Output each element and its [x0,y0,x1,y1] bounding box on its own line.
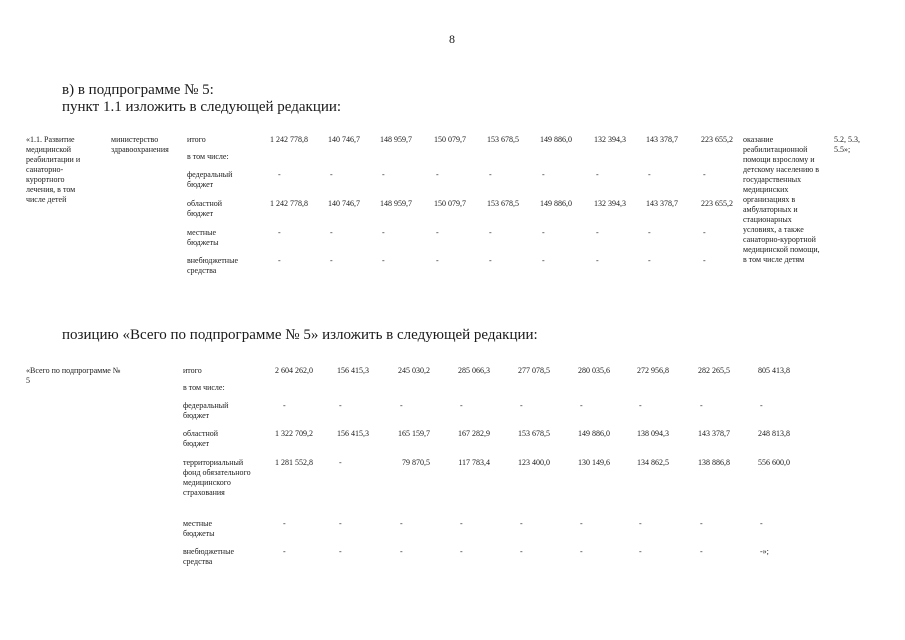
table-cell: - [596,228,599,237]
table-cell: 156 415,3 [337,366,369,375]
table-cell: - [648,170,651,179]
table-cell: - [703,170,706,179]
table1-row-label: в том числе: [187,152,229,161]
table-cell: - [283,519,286,528]
table-cell: - [382,228,385,237]
table2-row-label: территориальный фонд обязательного медицинского страхования [183,458,251,497]
table2-row-label: федеральный бюджет [183,401,229,420]
table2-row-label: в том числе: [183,383,225,392]
intro-line-1: в) в подпрограмме № 5: [62,82,214,98]
table-cell: 153 678,5 [487,199,519,208]
intro-line-2: пункт 1.1 изложить в следующей редакции: [62,99,342,115]
table1-row-label: местные бюджеты [187,228,219,247]
table1-name: «1.1. Развитие медицинской реабилитации и санаторно-курортного лечения, в том числе детей [26,135,81,204]
table1-row-label: федеральный бюджет [187,170,233,189]
table-cell: 149 886,0 [578,429,610,438]
table2-row-label: областной бюджет [183,429,219,448]
table-cell: - [760,519,763,528]
table-cell: - [489,256,492,265]
table-cell: - [520,547,523,556]
table-cell: 285 066,3 [458,366,490,375]
table-cell: - [278,228,281,237]
table-cell: 2 604 262,0 [275,366,313,375]
table-cell: - [489,170,492,179]
table-cell: 143 378,7 [698,429,730,438]
table-cell: 138 094,3 [637,429,669,438]
table-cell: - [330,170,333,179]
table-cell: - [700,401,703,410]
table-cell: 117 783,4 [458,458,490,467]
table-cell: - [542,228,545,237]
table-cell: 150 079,7 [434,199,466,208]
table-cell: - [580,547,583,556]
table-cell: - [580,519,583,528]
table1-indicators: 5.2, 5.3, 5.5»; [834,135,860,154]
table-cell: - [648,256,651,265]
table1-row-label: областной бюджет [187,199,223,218]
table-cell: - [520,401,523,410]
table-cell: 143 378,7 [646,135,678,144]
table-cell: 140 746,7 [328,199,360,208]
table-cell: - [460,401,463,410]
table-cell: - [382,256,385,265]
table-cell: 150 079,7 [434,135,466,144]
table-cell: - [436,228,439,237]
table-cell: 248 813,8 [758,429,790,438]
table-cell: - [339,458,342,467]
table-cell: 272 956,8 [637,366,669,375]
table-cell: - [542,256,545,265]
table-cell: - [330,256,333,265]
table-cell: - [330,228,333,237]
table-cell: 277 078,5 [518,366,550,375]
table-cell: - [700,519,703,528]
table-cell: 223 655,2 [701,135,733,144]
table-cell: - [278,256,281,265]
table-cell: 132 394,3 [594,199,626,208]
table-cell: 1 322 709,2 [275,429,313,438]
table-cell: - [760,401,763,410]
table-cell: 140 746,7 [328,135,360,144]
table-cell: 153 678,5 [487,135,519,144]
table-cell: - [703,256,706,265]
table-cell: 805 413,8 [758,366,790,375]
table1-row-label: внебюджетные средства [187,256,238,275]
table2-row-label: внебюджетные средства [183,547,234,566]
table-cell: 167 282,9 [458,429,490,438]
table1-row-label: итого [187,135,206,144]
table-cell: 148 959,7 [380,199,412,208]
table-cell: - [596,170,599,179]
table-cell: 153 678,5 [518,429,550,438]
table-cell: 149 886,0 [540,135,572,144]
table-cell: 245 030,2 [398,366,430,375]
table-cell: 149 886,0 [540,199,572,208]
table-cell: 156 415,3 [337,429,369,438]
table-cell: - [520,519,523,528]
position-line: позицию «Всего по подпрограмме № 5» изложить в следующей редакции: [62,327,538,343]
table-cell: - [639,519,642,528]
table-cell: 1 242 778,8 [270,135,308,144]
table-cell: - [639,547,642,556]
table-cell: - [283,547,286,556]
table2-name: «Всего по подпрограмме № 5 [26,366,121,385]
table-cell: 282 265,5 [698,366,730,375]
table-cell: - [436,170,439,179]
table-cell: - [400,519,403,528]
table-cell: - [639,401,642,410]
table-cell: - [339,519,342,528]
table-cell: 223 655,2 [701,199,733,208]
table-cell: -»; [760,547,769,556]
table-cell: - [489,228,492,237]
table2-row-label: местные бюджеты [183,519,215,538]
table-cell: 130 149,6 [578,458,610,467]
table-cell: 138 886,8 [698,458,730,467]
table-cell: - [400,401,403,410]
table-cell: - [596,256,599,265]
table-cell: 79 870,5 [402,458,430,467]
table-cell: - [703,228,706,237]
table-cell: 556 600,0 [758,458,790,467]
table-cell: - [460,547,463,556]
table-cell: - [700,547,703,556]
table-cell: 1 242 778,8 [270,199,308,208]
table-cell: - [278,170,281,179]
table-cell: - [400,547,403,556]
table-cell: 280 035,6 [578,366,610,375]
table-cell: - [648,228,651,237]
table-cell: - [436,256,439,265]
table-cell: - [542,170,545,179]
table2-row-label: итого [183,366,202,375]
table-cell: 143 378,7 [646,199,678,208]
table1-executor: министерство здравоохранения [111,135,169,154]
page-number: 8 [449,32,455,46]
table-cell: - [580,401,583,410]
table-cell: 132 394,3 [594,135,626,144]
table-cell: - [460,519,463,528]
table-cell: - [382,170,385,179]
table-cell: 148 959,7 [380,135,412,144]
table-cell: 165 159,7 [398,429,430,438]
table-cell: - [339,547,342,556]
table-cell: 123 400,0 [518,458,550,467]
table-cell: - [283,401,286,410]
table-cell: - [339,401,342,410]
table-cell: 134 862,5 [637,458,669,467]
table-cell: 1 281 552,8 [275,458,313,467]
table1-result: оказание реабилитационной помощи взрослому и детскому населению в государственных медицинских организациях в амбулаторных и стационарных условиях, а также санаторно-курортной медицинской помощи, в том числе детям [743,135,820,264]
